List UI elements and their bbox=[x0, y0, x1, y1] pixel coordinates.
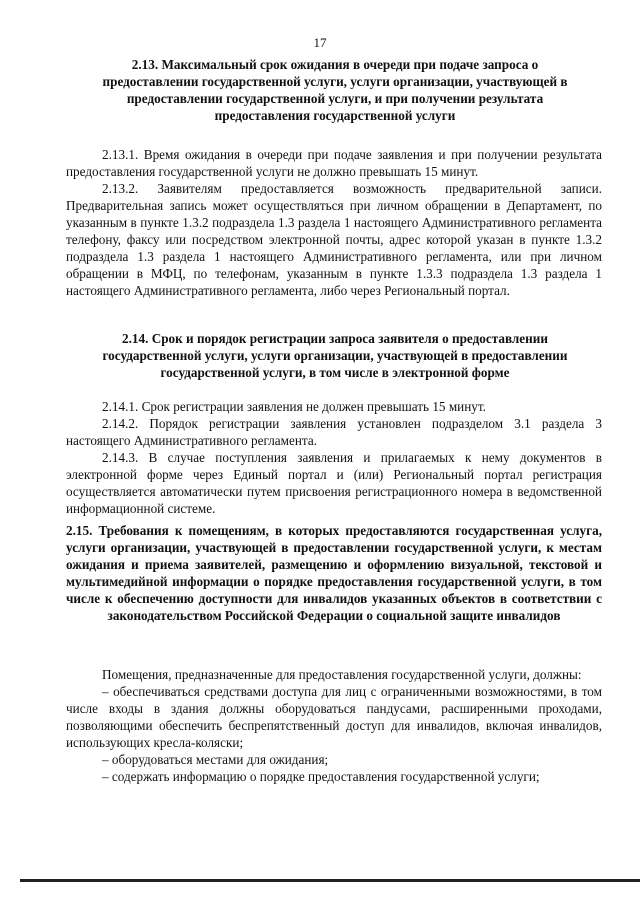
section-2-15-body bbox=[66, 666, 602, 785]
paragraph-2-13-1: 2.13.1. Время ожидания в очереди при подаче заявления и при получении результата предоставления государственной услуги не должно превышать 15 минут. bbox=[66, 147, 602, 179]
list-item-information: – содержать информацию о порядке предоставления государственной услуги; bbox=[102, 769, 540, 784]
paragraph-2-14-3: 2.14.3. В случае поступления заявления и прилагаемых к нему документов в электронной форме через Единый портал и (или) Региональный портал регистрация осуществляется автоматически путем присвоения регистрационного номера в ведомственной информационной системе. bbox=[66, 450, 602, 516]
section-2-14-heading: 2.14. Срок и порядок регистрации запроса заявителя о предоставлении государственной услуги, услуги организации, участвующей в предоставлении государственной услуги, в том числе в электронной форме bbox=[102, 331, 568, 380]
list-item-waiting-places: – оборудоваться местами для ожидания; bbox=[102, 752, 329, 767]
paragraph-2-14-1: 2.14.1. Срок регистрации заявления не должен превышать 15 минут. bbox=[102, 399, 486, 414]
list-item-accessibility: – обеспечиваться средствами доступа для лиц с ограниченными возможностями, в том числе входы в здания должны оборудоваться пандусами, расширенными проходами, позволяющими обеспечить беспрепятственный доступ для инвалидов, включая инвалидов, использующих кресла-коляски; bbox=[66, 684, 602, 750]
paragraph-2-14-2: 2.14.2. Порядок регистрации заявления установлен подразделом 3.1 раздела 3 настоящего Административного регламента. bbox=[66, 416, 602, 448]
section-2-15-heading: 2.15. Требования к помещениям, в которых предоставляются государственная услуга, услуги организации, участвующей в предоставлении государственной услуги, к местам ожидания и приема заявителей, размещению и оформлению визуальной, текстовой и мультимедийной информации о порядке предоставления государственной услуги, в том числе к обеспечению доступности для инвалидов указанных объектов в соответствии с законодательством Российской Федерации о социальной защите инвалидов bbox=[66, 523, 602, 623]
paragraph-2-13-2: 2.13.2. Заявителям предоставляется возможность предварительной записи. Предварительная запись может осуществляться при личном обращении в Департамент, по указанным в пункте 1.3.2 подраздела 1.3 раздела 1 настоящего Административного регламента телефону, факсу или посредством электронной почты, адрес которой указан в пункте 1.3.2 подраздела 1.3 раздела 1 настоящего Административного регламента, или при личном обращении в МФЦ, по телефонам, указанным в пункте 1.3.3 подраздела 1.3 раздела 1 настоящего Административного регламента, либо через Региональный портал. bbox=[66, 181, 602, 298]
section-2-13-heading: 2.13. Максимальный срок ожидания в очереди при подаче запроса о предоставлении государственной услуги, услуги организации, участвующей в предоставлении государственной услуги, и при получении результата предоставления государственной услуги bbox=[102, 57, 568, 123]
page-number: 17 bbox=[313, 35, 327, 50]
section-2-13-body bbox=[66, 146, 602, 299]
paragraph-2-15-intro: Помещения, предназначенные для предоставления государственной услуги, должны: bbox=[102, 667, 582, 682]
section-2-14-body bbox=[66, 398, 602, 517]
bottom-rule bbox=[20, 879, 640, 882]
